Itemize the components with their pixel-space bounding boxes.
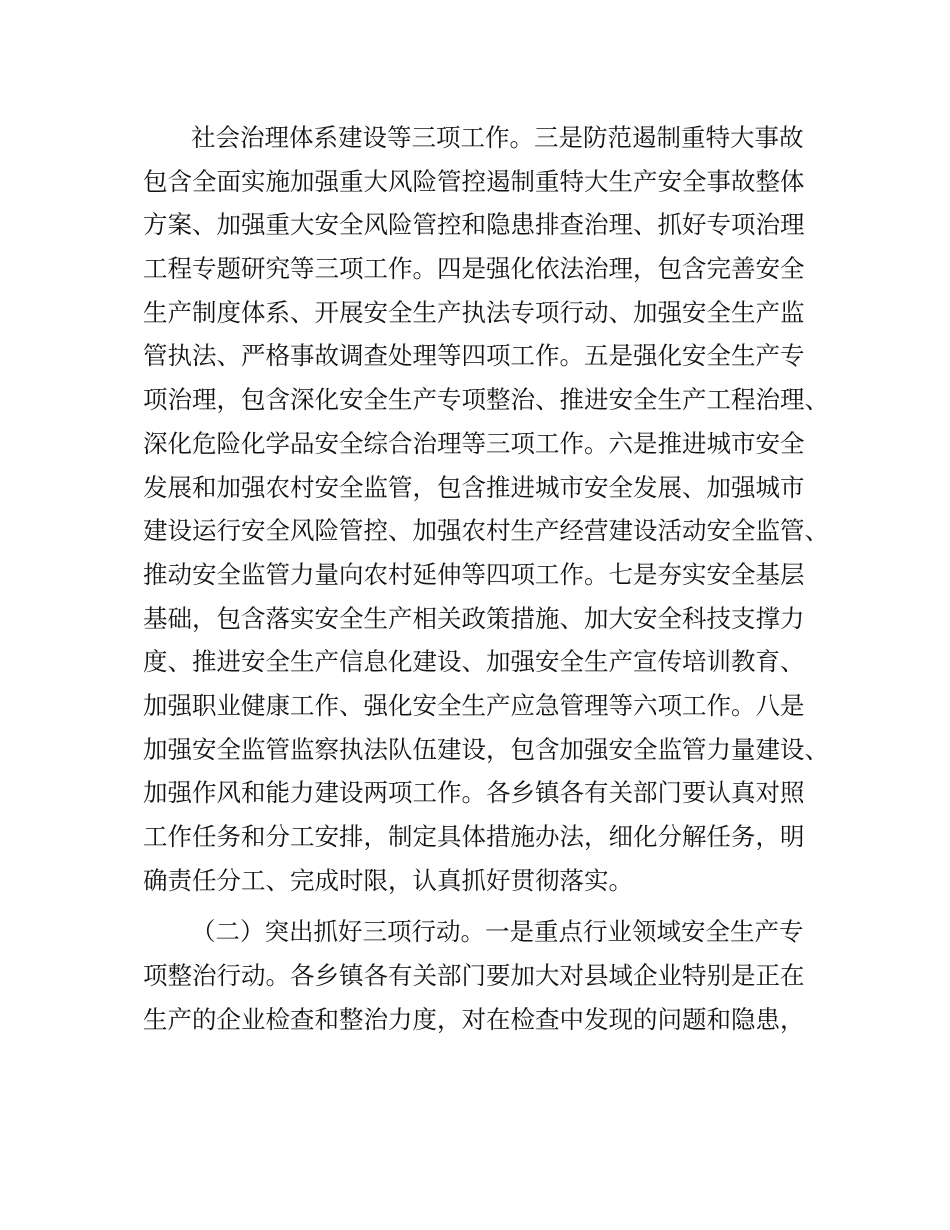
text-line: 管执法、严格事故调查处理等四项工作。五是强化安全生产专 bbox=[143, 341, 805, 371]
text-line: 方案、加强重大安全风险管控和隐患排查治理、抓好专项治理 bbox=[143, 210, 805, 240]
text-line: 社会治理体系建设等三项工作。三是防范遏制重特大事故 bbox=[191, 123, 804, 152]
text-line: 加强职业健康工作、强化安全生产应急管理等六项工作。八是 bbox=[143, 690, 805, 720]
document-body bbox=[143, 116, 833, 1041]
text-line: 建设运行安全风险管控、加强农村生产经营建设活动安全监管、 bbox=[143, 516, 829, 546]
text-line: 加强安全监管监察执法队伍建设，包含加强安全监管力量建设、 bbox=[143, 734, 829, 764]
text-line: 确责任分工、完成时限，认真抓好贯彻落实。 bbox=[143, 865, 633, 895]
paragraph-2 bbox=[143, 910, 833, 1041]
text-line: 工程专题研究等三项工作。四是强化依法治理，包含完善安全 bbox=[143, 254, 805, 284]
text-line: 发展和加强农村安全监管，包含推进城市安全发展、加强城市 bbox=[143, 472, 805, 502]
text-line: 生产的企业检查和整治力度，对在检查中发现的问题和隐患， bbox=[143, 1004, 805, 1034]
text-line: 项治理，包含深化安全生产专项整治、推进安全生产工程治理、 bbox=[143, 385, 829, 415]
text-line: 推动安全监管力量向农村延伸等四项工作。七是夯实安全基层 bbox=[143, 559, 805, 589]
text-line: 包含全面实施加强重大风险管控遏制重特大生产安全事故整体 bbox=[143, 166, 805, 196]
text-line: 加强作风和能力建设两项工作。各乡镇各有关部门要认真对照 bbox=[143, 778, 805, 808]
paragraph-1 bbox=[143, 116, 833, 902]
text-line: （二）突出抓好三项行动。一是重点行业领域安全生产专 bbox=[191, 917, 804, 947]
text-line: 工作任务和分工安排，制定具体措施办法，细化分解任务，明 bbox=[143, 822, 805, 851]
paragraph-spacer bbox=[143, 902, 833, 910]
text-line: 度、推进安全生产信息化建设、加强安全生产宣传培训教育、 bbox=[143, 647, 805, 677]
text-line: 基础，包含落实安全生产相关政策措施、加大安全科技支撑力 bbox=[143, 603, 805, 633]
text-line: 生产制度体系、开展安全生产执法专项行动、加强安全生产监 bbox=[143, 297, 805, 327]
text-line: 深化危险化学品安全综合治理等三项工作。六是推进城市安全 bbox=[143, 428, 805, 458]
text-line: 项整治行动。各乡镇各有关部门要加大对县域企业特别是正在 bbox=[143, 961, 805, 991]
